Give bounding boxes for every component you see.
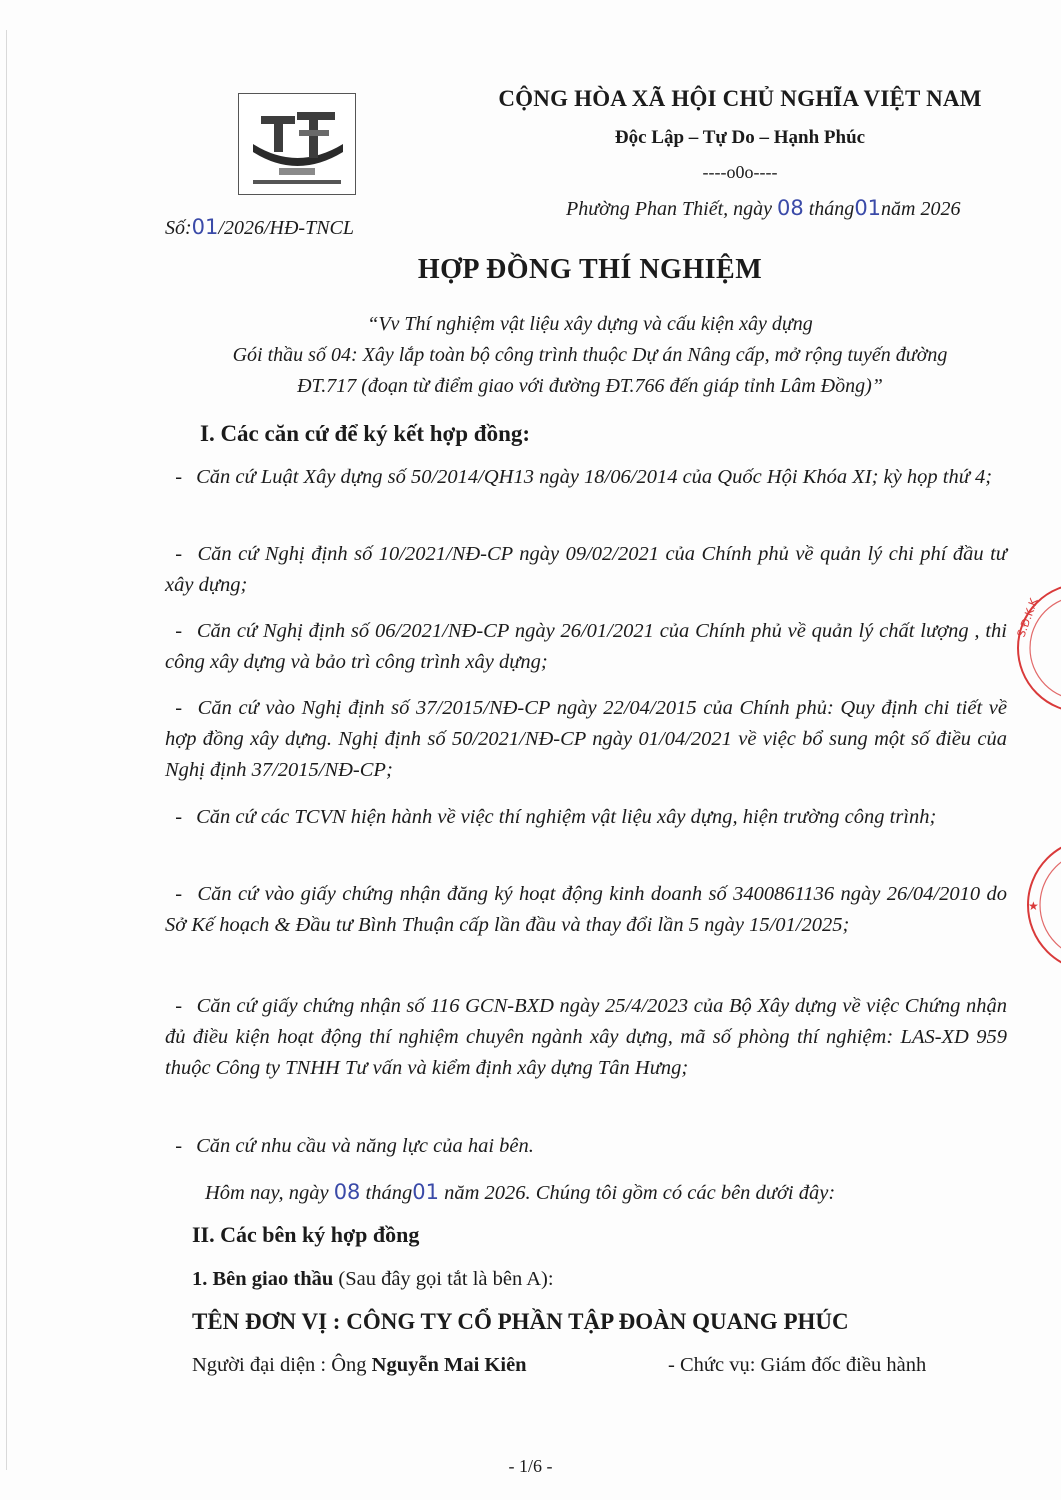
basis-text: Căn cứ Nghị định số 06/2021/NĐ-CP ngày 26/01/2021 của Chính phủ về quản lý chất lượng , thi công xây dựng và bảo trì công trình xây dựng; — [165, 620, 1007, 673]
year-text: năm 2026 — [881, 198, 961, 220]
contract-number — [165, 215, 354, 240]
document-title: HỢP ĐỒNG THÍ NGHIỆM — [417, 254, 763, 285]
basis-text: Căn cứ vào giấy chứng nhận đăng ký hoạt động kinh doanh số 3400861136 ngày 26/04/2010 do Sở Kế hoạch & Đầu tư Bình Thuận cấp lần đầu và thay đổi lần 5 ngày 15/01/2025; — [165, 883, 1008, 936]
rep-label: Người đại diện : Ông — [192, 1354, 372, 1376]
subject-line: Gói thầu số 04: Xây lắp toàn bộ công trình thuộc Dự án Nâng cấp, mở rộng tuyến đường — [232, 344, 948, 366]
svg-text:★: ★ — [1028, 899, 1039, 913]
red-stamp-partial-upper — [1010, 578, 1061, 718]
basis-item: - Căn cứ giấy chứng nhận số 116 GCN-BXD ngày 25/4/2023 của Bộ Xây dựng về việc Chứng nhận đủ điều kiện hoạt động thí nghiệm chuyên ngành xây dựng, mã số phòng thí nghiệm: LAS-XD 959 thuộc Công ty TNHH Tư vấn và kiểm định xây dựng Tân Hưng; — [165, 995, 1007, 1079]
month-label: tháng — [808, 198, 855, 220]
handwritten-month: 01 — [854, 196, 882, 220]
party-a-heading-rest: (Sau đây gọi tắt là bên A): — [333, 1268, 554, 1290]
section-1-heading: I. Các căn cứ để ký kết hợp đồng: — [200, 421, 531, 446]
basis-item: - Căn cứ vào Nghị định số 37/2015/NĐ-CP ngày 22/04/2015 của Chính phủ: Quy định chi tiết về hợp đồng xây dựng. Nghị định số 50/2021/NĐ-CP ngày 01/04/2021 về việc bổ sung một số điều của Nghị định 37/2015/NĐ-CP; — [165, 697, 1007, 781]
basis-text: Căn cứ các TCVN hiện hành về việc thí nghiệm vật liệu xây dựng, hiện trường công trình; — [196, 806, 937, 828]
handwritten-day: 08 — [777, 196, 804, 220]
today-prefix: Hôm nay, ngày — [205, 1182, 329, 1204]
party-a-position: - Chức vụ: Giám đốc điều hành — [668, 1354, 927, 1376]
subject-line: “Vv Thí nghiệm vật liệu xây dựng và cấu kiện xây dựng — [367, 313, 813, 335]
basis-item: - Căn cứ nhu cầu và năng lực của hai bên. — [165, 1135, 534, 1157]
rep-name: Nguyễn Mai Kiên — [371, 1354, 527, 1376]
handwritten-contract-number: 01 — [191, 215, 219, 239]
basis-item: - Căn cứ Nghị định số 10/2021/NĐ-CP ngày 09/02/2021 của Chính phủ về quản lý chi phí đầu tư xây dựng; — [165, 543, 1007, 596]
page-number: - 1/6 - — [508, 1456, 553, 1476]
contract-number-suffix: /2026/HĐ-TNCL — [218, 217, 354, 239]
basis-item: - Căn cứ Luật Xây dựng số 50/2014/QH13 ngày 18/06/2014 của Quốc Hội Khóa XI; kỳ họp thứ 4; — [165, 466, 993, 488]
contract-subject — [150, 309, 1030, 402]
handwritten-today-day: 08 — [333, 1180, 361, 1204]
national-title: CỘNG HÒA XÃ HỘI CHỦ NGHĨA VIỆT NAM — [498, 86, 982, 111]
basis-text: Căn cứ Nghị định số 10/2021/NĐ-CP ngày 09/02/2021 của Chính phủ về quản lý chi phí đầu tư xây dựng; — [165, 543, 1007, 596]
place-prefix: Phường Phan Thiết, ngày — [566, 198, 773, 220]
today-suffix: năm 2026. Chúng tôi gồm có các bên dưới đây: — [444, 1182, 836, 1204]
party-a-heading-bold: 1. Bên giao thầu — [192, 1268, 334, 1290]
handwritten-today-month: 01 — [412, 1180, 439, 1204]
basis-item: - Căn cứ vào giấy chứng nhận đăng ký hoạt động kinh doanh số 3400861136 ngày 26/04/2010 do Sở Kế hoạch & Đầu tư Bình Thuận cấp lần đầu và thay đổi lần 5 ngày 15/01/2025; — [165, 883, 1008, 936]
basis-item: - Căn cứ các TCVN hiện hành về việc thí nghiệm vật liệu xây dựng, hiện trường công trình; — [165, 806, 937, 828]
basis-item: - Căn cứ Nghị định số 06/2021/NĐ-CP ngày 26/01/2021 của Chính phủ về quản lý chất lượng , thi công xây dựng và bảo trì công trình xây dựng; — [165, 620, 1007, 673]
basis-text: Căn cứ nhu cầu và năng lực của hai bên. — [196, 1135, 534, 1157]
contract-number-prefix: Số: — [165, 217, 192, 239]
svg-text:S.Đ.K.K: S.Đ.K.K — [1014, 596, 1041, 640]
section-2-heading: II. Các bên ký hợp đồng — [192, 1222, 420, 1247]
place-and-date — [566, 196, 961, 221]
party-a-heading — [192, 1268, 554, 1291]
today-month-label: tháng — [365, 1182, 413, 1204]
basis-text: Căn cứ Luật Xây dựng số 50/2014/QH13 ngày 18/06/2014 của Quốc Hội Khóa XI; kỳ họp thứ 4; — [196, 466, 993, 488]
company-logo — [238, 93, 356, 195]
header-separator: ----o0o---- — [702, 162, 778, 182]
red-stamp-partial-lower — [1022, 830, 1061, 980]
subject-line: ĐT.717 (đoạn từ điểm giao với đường ĐT.766 đến giáp tỉnh Lâm Đồng)” — [297, 375, 883, 397]
basis-text: Căn cứ giấy chứng nhận số 116 GCN-BXD ngày 25/4/2023 của Bộ Xây dựng về việc Chứng nhận đủ điều kiện hoạt động thí nghiệm chuyên ngành xây dựng, mã số phòng thí nghiệm: LAS-XD 959 thuộc Công ty TNHH Tư vấn và kiểm định xây dựng Tân Hưng; — [165, 995, 1007, 1079]
basis-text: Căn cứ vào Nghị định số 37/2015/NĐ-CP ngày 22/04/2015 của Chính phủ: Quy định chi tiết về hợp đồng xây dựng. Nghị định số 50/2021/NĐ-CP ngày 01/04/2021 về việc bổ sung một số điều của Nghị định 37/2015/NĐ-CP; — [165, 697, 1007, 781]
party-a-unit-name: TÊN ĐƠN VỊ : CÔNG TY CỔ PHẦN TẬP ĐOÀN QUANG PHÚC — [192, 1309, 849, 1334]
today-statement — [205, 1180, 835, 1205]
party-a-representative — [192, 1354, 527, 1377]
national-motto: Độc Lập – Tự Do – Hạnh Phúc — [614, 127, 866, 148]
scan-edge-line — [6, 30, 7, 1470]
